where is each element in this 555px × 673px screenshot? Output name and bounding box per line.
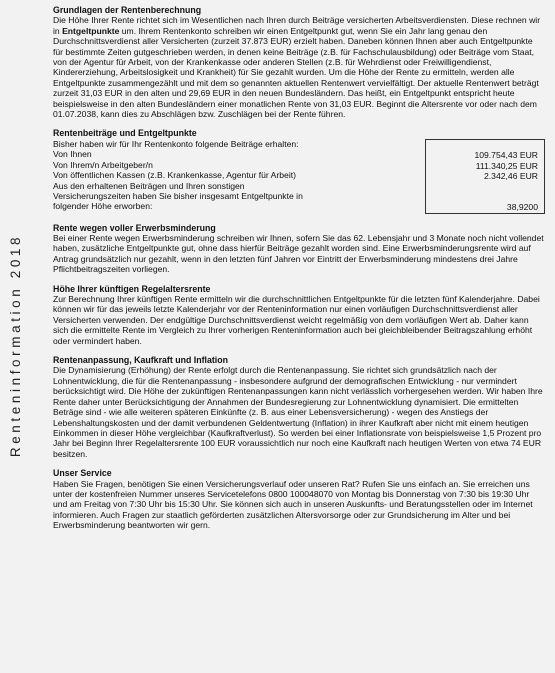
beitraege-row-value: 2.342,46 EUR	[484, 171, 538, 182]
beitraege-row-label: Von Ihnen	[53, 149, 92, 160]
entgeltpunkte-text-3: folgender Höhe erworben:	[53, 201, 153, 212]
section-anpassung	[53, 355, 545, 459]
section-erwerbsminderung	[53, 223, 545, 275]
beitraege-values	[426, 140, 544, 213]
text-anpassung: Die Dynamisierung (Erhöhung) der Rente erfolgt durch die Rentenanpassung. Sie richtet sich grundsätzlich nach der Lohnentwicklung, die für die Rentenanpassung - insbesondere aufgrund der demografischen Entwicklung - nur vermindert berücksichtigt wird. Die Höhe der zukünftigen Rentenanpassungen kann nicht verlässlich vorhergesehen werden. Wir haben Ihre Rente daher unter Berücksichtigung der Annahmen der Bundesregierung zur Lohnentwicklung dynamisiert. Die ermittelten Beträge sind - wie alle weiteren späteren Einkünfte (z. B. aus einer Lebensversicherung) - wegen des Anstiegs der Lebenshaltungskosten und der damit verbundenen Geldentwertung (Inflation) in ihrer Kaufkraft aber nicht mit einem heutigen Einkommen in dieser Höhe vergleichbar (Kaufkraftverlust). So werden bei einer Inflationsrate von beispielsweise 1,5 Prozent pro Jahr bei Beginn Ihrer Regelaltersrente 100 EUR voraussichtlich nur noch eine Kaufkraft nach heutigen Werten von etwa 74 EUR besitzen.	[53, 365, 543, 459]
beitraege-row-label: Von Ihrem/n Arbeitgeber/n	[53, 159, 153, 170]
heading-beitraege: Rentenbeiträge und Entgeltpunkte	[53, 128, 197, 139]
section-service	[53, 468, 545, 530]
entgeltpunkte-text-1: Aus den erhaltenen Beiträgen und Ihren sonstigen	[53, 180, 245, 191]
document-content	[53, 5, 545, 540]
text-grundlagen-part1: Die Höhe Ihrer Rente richtet sich im Wesentlichen nach Ihren durch Beiträge versicherten Arbeitsverdiensten. Diese rechnen wir in	[53, 15, 541, 36]
beitraege-intro: Bisher haben wir für Ihr Rentenkonto folgende Beiträge erhalten:	[53, 138, 299, 149]
text-grundlagen-bold: Entgeltpunkte	[62, 25, 120, 36]
heading-anpassung: Rentenanpassung, Kaufkraft und Inflation	[53, 355, 228, 366]
section-grundlagen	[53, 5, 545, 119]
entgeltpunkte-value: 38,9200	[506, 202, 538, 213]
heading-regelaltersrente: Höhe Ihrer künftigen Regelaltersrente	[53, 283, 211, 294]
beitraege-table	[53, 139, 545, 214]
text-grundlagen-part2: um. Ihrem Rentenkonto schreiben wir einen Entgeltpunkt gut, wenn Sie ein Jahr lang genau den Durchschnittsverdienst aller Versicherten (zurzeit 37.873 EUR) erzielt haben. Daneben können Ihnen aber auch Entgeltpunkte für bestimmte Zeiten gutgeschrieben werden, in denen keine Beiträge (z.B. für Fachschulausbildung) oder Beiträge vom Staat, von der Agentur für Arbeit, von der Krankenkasse oder anderen Stellen (z.B. für Wehrdienst oder Freiwilligendienst, Kindererziehung, Arbeitslosigkeit und Krankheit) für Sie gezahlt wurden. Um die Höhe der Rente zu ermitteln, werden alle Entgeltpunkte zusammengezählt und mit dem so genannten aktuellen Rentenwert vervielfältigt. Der aktuelle Rentenwert beträgt zurzeit 31,03 EUR in den alten und 29,69 EUR in den neuen Bundesländern. Das heißt, ein Entgeltpunkt entspricht heute beispielsweise in den alten Bundesländern einer monatlichen Rente von 31,03 EUR. Beginnt die Altersrente vor oder nach dem 01.07.2038, kann dies zu Abschlägen bzw. Zuschlägen bei der Rente führen.	[53, 25, 539, 120]
beitraege-value-box	[425, 139, 545, 214]
heading-service: Unser Service	[53, 468, 112, 479]
heading-erwerbsminderung: Rente wegen voller Erwerbsminderung	[53, 222, 216, 233]
text-service: Haben Sie Fragen, benötigen Sie einen Versicherungsverlauf oder unseren Rat? Rufen Sie uns einfach an. Sie erreichen uns unter der kostenfreien Nummer unseres Servicetelefons 0800 100048070 von Montag bis Donnerstag von 7:30 bis 19:30 Uhr und am Freitag von 7:30 Uhr bis 15:30 Uhr. Sie können sich auch in unseren Auskunfts- und Beratungsstellen oder im Internet informieren. Auch Fragen zur staatlich geförderten zusätzlichen Altersvorsorge oder zur Grundsicherung im Alter und bei Erwerbsminderung beantworten wir gern.	[53, 478, 533, 531]
side-label-renteninformation: Renteninformation 2018	[8, 233, 24, 457]
section-regelaltersrente	[53, 284, 545, 346]
side-label-container	[2, 195, 30, 495]
beitraege-row-value: 111.340,25 EUR	[475, 160, 538, 171]
heading-grundlagen: Grundlagen der Rentenberechnung	[53, 5, 202, 15]
beitraege-spacer	[426, 192, 538, 202]
beitraege-labels	[53, 139, 425, 214]
text-regelaltersrente: Zur Berechnung Ihrer künftigen Rente ermitteln wir die durchschnittlichen Entgeltpunkte für die letzten fünf Kalenderjahre. Dabei können wir für das jeweils letzte Kalenderjahr vor der Renteninformation nur einen vorläufigen Durchschnittsverdienst aller Versicherten verwenden. Der endgültige Durchschnittsverdienst weicht regelmäßig von dem vorläufigen Wert ab. Daher kann sich die ermittelte Rente im Vergleich zu Ihrer vorherigen Renteninformation auch bei gleichbleibender Beitragszahlung erhöht oder vermindert haben.	[53, 294, 540, 346]
beitraege-row-label: Von öffentlichen Kassen (z.B. Krankenkasse, Agentur für Arbeit)	[53, 170, 296, 181]
beitraege-spacer	[426, 140, 538, 150]
section-beitraege	[53, 128, 545, 213]
beitraege-row-value: 109.754,43 EUR	[474, 150, 538, 161]
beitraege-spacer	[426, 181, 538, 191]
entgeltpunkte-text-2: Versicherungszeiten haben Sie bisher insgesamt Entgeltpunkte in	[53, 190, 303, 201]
text-grundlagen	[53, 15, 545, 119]
text-erwerbsminderung: Bei einer Rente wegen Erwerbsminderung schreiben wir Ihnen, sofern Sie das 62. Lebensjahr und 3 Monate noch nicht vollendet haben, zusätzliche Entgeltpunkte gut, ohne dass hierfür Beiträge gezahlt worden sind. Eine Erwerbsminderungsrente wird auf Antrag grundsätzlich nur gezahlt, wenn in den letzten fünf Jahren vor Eintritt der Erwerbsminderung mindestens drei Jahre Pflichtbeitragszeiten vorliegen.	[53, 233, 544, 275]
